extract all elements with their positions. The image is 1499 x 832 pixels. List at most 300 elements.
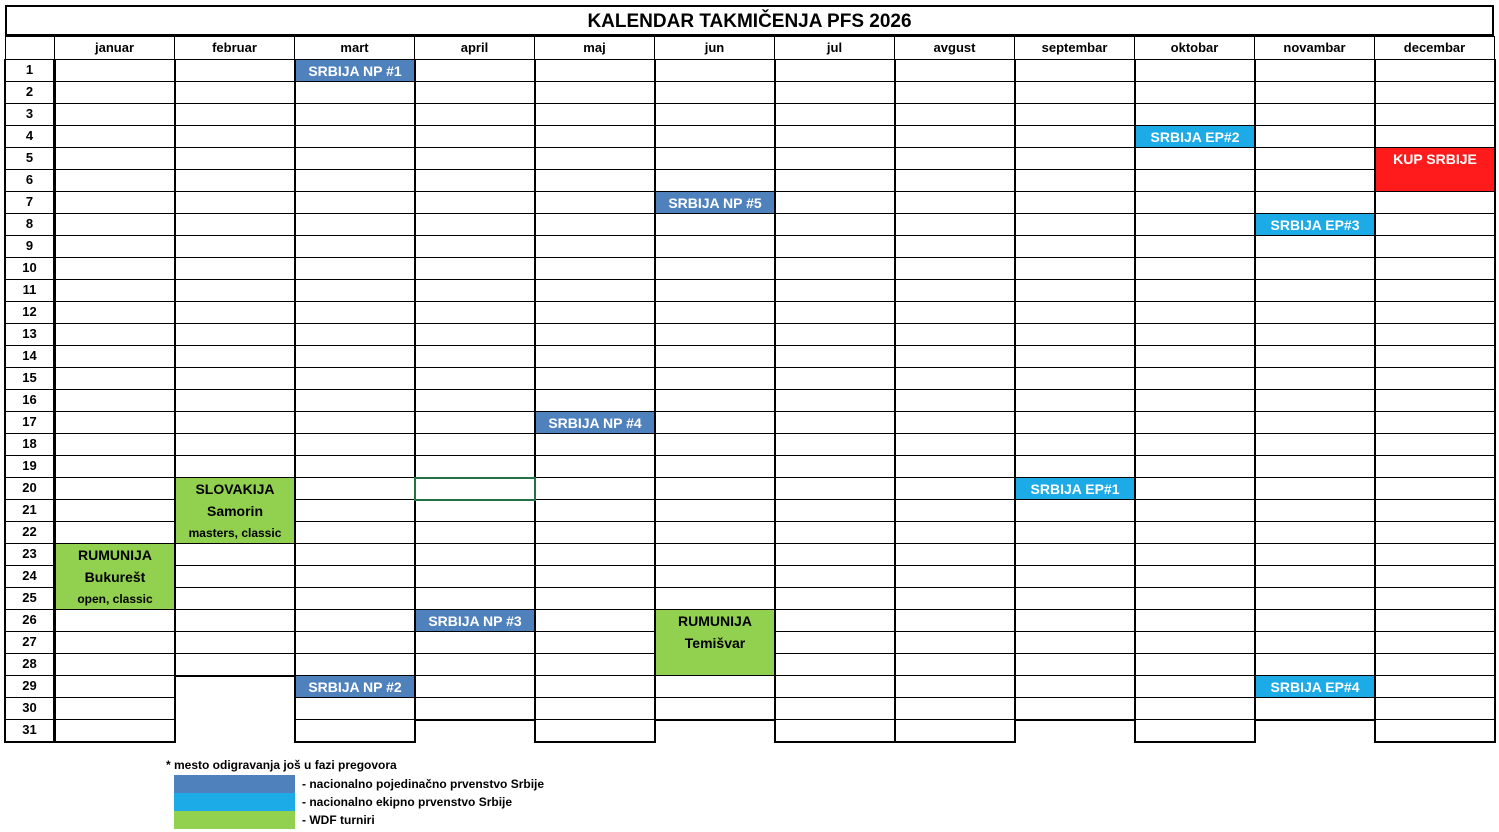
day-cell[interactable] [414, 521, 535, 544]
day-cell[interactable] [174, 235, 295, 258]
day-cell[interactable] [894, 213, 1015, 236]
day-cell[interactable] [1254, 433, 1375, 456]
day-cell[interactable] [174, 565, 295, 588]
event-np[interactable] [416, 610, 534, 631]
day-cell[interactable] [1254, 543, 1375, 566]
day-cell[interactable] [174, 213, 295, 236]
day-cell[interactable] [654, 565, 775, 588]
day-cell[interactable] [534, 103, 655, 126]
day-cell[interactable] [174, 411, 295, 434]
day-cell[interactable] [294, 389, 415, 412]
day-cell[interactable] [294, 455, 415, 478]
day-cell[interactable] [534, 609, 655, 632]
day-cell[interactable] [774, 565, 895, 588]
day-cell[interactable] [1254, 631, 1375, 654]
day-cell[interactable] [1254, 653, 1375, 676]
day-cell[interactable] [774, 125, 895, 148]
day-cell[interactable] [1134, 59, 1255, 82]
day-cell[interactable] [54, 147, 175, 170]
day-cell[interactable] [294, 213, 415, 236]
event-ep[interactable] [1136, 126, 1254, 147]
day-cell[interactable] [414, 169, 535, 192]
day-cell[interactable] [1254, 697, 1375, 720]
day-cell[interactable] [294, 323, 415, 346]
day-cell[interactable] [1254, 389, 1375, 412]
day-cell[interactable] [1014, 235, 1135, 258]
day-cell[interactable] [1254, 565, 1375, 588]
day-cell[interactable] [1014, 653, 1135, 676]
day-cell[interactable] [1254, 345, 1375, 368]
day-cell[interactable] [294, 147, 415, 170]
day-cell[interactable] [414, 125, 535, 148]
day-cell[interactable] [54, 631, 175, 654]
day-cell[interactable] [54, 477, 175, 500]
day-cell[interactable] [174, 587, 295, 610]
day-cell[interactable] [1014, 411, 1135, 434]
day-cell[interactable] [174, 433, 295, 456]
day-cell[interactable] [54, 697, 175, 720]
day-cell[interactable] [1134, 631, 1255, 654]
day-cell[interactable] [654, 323, 775, 346]
day-cell[interactable] [1374, 433, 1495, 456]
day-cell[interactable] [534, 653, 655, 676]
event-np[interactable] [656, 192, 774, 213]
day-cell[interactable] [1134, 543, 1255, 566]
day-cell[interactable] [414, 411, 535, 434]
day-cell[interactable] [534, 147, 655, 170]
day-cell[interactable] [414, 235, 535, 258]
day-cell[interactable] [774, 609, 895, 632]
day-cell[interactable] [414, 323, 535, 346]
day-cell[interactable] [1014, 257, 1135, 280]
day-cell[interactable] [774, 323, 895, 346]
day-cell[interactable] [1134, 719, 1255, 742]
day-cell[interactable] [774, 631, 895, 654]
day-cell[interactable] [1014, 279, 1135, 302]
day-cell[interactable] [1134, 653, 1255, 676]
day-cell[interactable] [294, 345, 415, 368]
day-cell[interactable] [1254, 411, 1375, 434]
day-cell[interactable] [414, 433, 535, 456]
day-cell[interactable] [534, 543, 655, 566]
day-cell[interactable] [294, 565, 415, 588]
day-cell[interactable] [1254, 367, 1375, 390]
day-cell[interactable] [294, 521, 415, 544]
day-cell[interactable] [1254, 235, 1375, 258]
day-cell[interactable] [294, 191, 415, 214]
day-cell[interactable] [894, 433, 1015, 456]
day-cell[interactable] [654, 235, 775, 258]
day-cell[interactable] [1134, 81, 1255, 104]
day-cell[interactable] [54, 521, 175, 544]
day-cell[interactable] [654, 543, 775, 566]
day-cell[interactable] [1254, 257, 1375, 280]
day-cell[interactable] [1134, 103, 1255, 126]
day-cell[interactable] [1374, 543, 1495, 566]
day-cell[interactable] [54, 169, 175, 192]
day-cell[interactable] [174, 543, 295, 566]
day-cell[interactable] [1014, 587, 1135, 610]
day-cell[interactable] [294, 697, 415, 720]
day-cell[interactable] [1134, 235, 1255, 258]
event-ep[interactable] [1016, 478, 1134, 499]
day-cell[interactable] [774, 81, 895, 104]
day-cell[interactable] [534, 279, 655, 302]
day-cell[interactable] [894, 147, 1015, 170]
day-cell[interactable] [174, 367, 295, 390]
day-cell[interactable] [1014, 675, 1135, 698]
day-cell[interactable] [414, 653, 535, 676]
day-cell[interactable] [1374, 477, 1495, 500]
day-cell[interactable] [1014, 521, 1135, 544]
day-cell[interactable] [1374, 653, 1495, 676]
day-cell[interactable] [1134, 411, 1255, 434]
day-cell[interactable] [894, 367, 1015, 390]
day-cell[interactable] [1134, 257, 1255, 280]
day-cell[interactable] [1134, 455, 1255, 478]
day-cell[interactable] [1014, 565, 1135, 588]
day-cell[interactable] [1374, 631, 1495, 654]
event-np[interactable] [296, 60, 414, 81]
day-cell[interactable] [1134, 587, 1255, 610]
day-cell[interactable] [894, 59, 1015, 82]
day-cell[interactable] [1014, 389, 1135, 412]
day-cell[interactable] [294, 103, 415, 126]
day-cell[interactable] [1014, 59, 1135, 82]
day-cell[interactable] [414, 389, 535, 412]
day-cell[interactable] [54, 455, 175, 478]
day-cell[interactable] [774, 499, 895, 522]
day-cell[interactable] [774, 433, 895, 456]
day-cell[interactable] [294, 411, 415, 434]
day-cell[interactable] [54, 411, 175, 434]
day-cell[interactable] [54, 191, 175, 214]
day-cell[interactable] [1254, 609, 1375, 632]
day-cell[interactable] [54, 675, 175, 698]
day-cell[interactable] [1014, 301, 1135, 324]
day-cell[interactable] [174, 257, 295, 280]
day-cell[interactable] [1374, 345, 1495, 368]
day-cell[interactable] [1254, 59, 1375, 82]
day-cell[interactable] [1254, 587, 1375, 610]
day-cell[interactable] [894, 499, 1015, 522]
day-cell[interactable] [894, 719, 1015, 742]
day-cell[interactable] [1254, 323, 1375, 346]
day-cell[interactable] [414, 455, 535, 478]
day-cell[interactable] [1374, 103, 1495, 126]
day-cell[interactable] [654, 103, 775, 126]
day-cell[interactable] [54, 323, 175, 346]
day-cell[interactable] [1254, 521, 1375, 544]
day-cell[interactable] [894, 631, 1015, 654]
day-cell[interactable] [1374, 455, 1495, 478]
day-cell[interactable] [654, 411, 775, 434]
day-cell[interactable] [174, 103, 295, 126]
day-cell[interactable] [1014, 103, 1135, 126]
day-cell[interactable] [894, 609, 1015, 632]
day-cell[interactable] [774, 411, 895, 434]
day-cell[interactable] [894, 191, 1015, 214]
day-cell[interactable] [534, 125, 655, 148]
day-cell[interactable] [294, 609, 415, 632]
day-cell[interactable] [294, 631, 415, 654]
day-cell[interactable] [654, 213, 775, 236]
day-cell[interactable] [654, 81, 775, 104]
day-cell[interactable] [1374, 499, 1495, 522]
day-cell[interactable] [894, 565, 1015, 588]
day-cell[interactable] [1374, 81, 1495, 104]
day-cell[interactable] [1254, 81, 1375, 104]
day-cell[interactable] [1134, 213, 1255, 236]
day-cell[interactable] [774, 719, 895, 742]
day-cell[interactable] [894, 125, 1015, 148]
day-cell[interactable] [414, 191, 535, 214]
day-cell[interactable] [414, 59, 535, 82]
day-cell[interactable] [174, 609, 295, 632]
day-cell[interactable] [534, 59, 655, 82]
day-cell[interactable] [774, 169, 895, 192]
day-cell[interactable] [1134, 389, 1255, 412]
day-cell[interactable] [1254, 125, 1375, 148]
day-cell[interactable] [534, 631, 655, 654]
day-cell[interactable] [1014, 323, 1135, 346]
day-cell[interactable] [654, 301, 775, 324]
event-wdf[interactable] [656, 610, 774, 675]
day-cell[interactable] [294, 653, 415, 676]
day-cell[interactable] [1134, 169, 1255, 192]
day-cell[interactable] [1374, 411, 1495, 434]
day-cell[interactable] [654, 433, 775, 456]
day-cell[interactable] [534, 323, 655, 346]
day-cell[interactable] [1254, 147, 1375, 170]
day-cell[interactable] [894, 697, 1015, 720]
day-cell[interactable] [534, 81, 655, 104]
day-cell[interactable] [534, 389, 655, 412]
day-cell[interactable] [654, 697, 775, 720]
day-cell[interactable] [1014, 499, 1135, 522]
day-cell[interactable] [1014, 147, 1135, 170]
day-cell[interactable] [54, 609, 175, 632]
day-cell[interactable] [294, 587, 415, 610]
day-cell[interactable] [1374, 367, 1495, 390]
day-cell[interactable] [774, 389, 895, 412]
day-cell[interactable] [774, 477, 895, 500]
day-cell[interactable] [1374, 521, 1495, 544]
day-cell[interactable] [1374, 213, 1495, 236]
day-cell[interactable] [174, 81, 295, 104]
day-cell[interactable] [54, 367, 175, 390]
day-cell[interactable] [534, 213, 655, 236]
day-cell[interactable] [654, 367, 775, 390]
day-cell[interactable] [1134, 279, 1255, 302]
day-cell[interactable] [1254, 279, 1375, 302]
day-cell[interactable] [534, 169, 655, 192]
day-cell[interactable] [54, 125, 175, 148]
day-cell[interactable] [534, 521, 655, 544]
day-cell[interactable] [1374, 59, 1495, 82]
day-cell[interactable] [1014, 169, 1135, 192]
day-cell[interactable] [1254, 477, 1375, 500]
selected-cell[interactable] [414, 477, 536, 501]
day-cell[interactable] [414, 213, 535, 236]
day-cell[interactable] [894, 521, 1015, 544]
day-cell[interactable] [174, 169, 295, 192]
day-cell[interactable] [174, 389, 295, 412]
day-cell[interactable] [894, 103, 1015, 126]
event-np[interactable] [536, 412, 654, 433]
day-cell[interactable] [894, 279, 1015, 302]
day-cell[interactable] [894, 477, 1015, 500]
day-cell[interactable] [1374, 587, 1495, 610]
day-cell[interactable] [54, 279, 175, 302]
day-cell[interactable] [54, 81, 175, 104]
day-cell[interactable] [294, 477, 415, 500]
day-cell[interactable] [894, 323, 1015, 346]
day-cell[interactable] [1134, 609, 1255, 632]
day-cell[interactable] [414, 587, 535, 610]
day-cell[interactable] [774, 521, 895, 544]
day-cell[interactable] [1254, 301, 1375, 324]
day-cell[interactable] [774, 697, 895, 720]
day-cell[interactable] [414, 345, 535, 368]
day-cell[interactable] [294, 235, 415, 258]
day-cell[interactable] [1374, 125, 1495, 148]
day-cell[interactable] [54, 499, 175, 522]
day-cell[interactable] [654, 257, 775, 280]
day-cell[interactable] [1254, 499, 1375, 522]
day-cell[interactable] [534, 675, 655, 698]
day-cell[interactable] [54, 719, 175, 742]
day-cell[interactable] [174, 125, 295, 148]
day-cell[interactable] [414, 81, 535, 104]
day-cell[interactable] [894, 455, 1015, 478]
day-cell[interactable] [414, 367, 535, 390]
day-cell[interactable] [1134, 521, 1255, 544]
day-cell[interactable] [654, 147, 775, 170]
day-cell[interactable] [1374, 279, 1495, 302]
day-cell[interactable] [774, 257, 895, 280]
day-cell[interactable] [894, 169, 1015, 192]
day-cell[interactable] [294, 499, 415, 522]
day-cell[interactable] [894, 675, 1015, 698]
day-cell[interactable] [1134, 675, 1255, 698]
day-cell[interactable] [1134, 433, 1255, 456]
day-cell[interactable] [774, 147, 895, 170]
day-cell[interactable] [774, 279, 895, 302]
day-cell[interactable] [774, 235, 895, 258]
day-cell[interactable] [1374, 675, 1495, 698]
day-cell[interactable] [534, 499, 655, 522]
day-cell[interactable] [294, 81, 415, 104]
day-cell[interactable] [174, 59, 295, 82]
day-cell[interactable] [54, 257, 175, 280]
day-cell[interactable] [654, 521, 775, 544]
event-wdf[interactable] [176, 478, 294, 543]
day-cell[interactable] [1374, 719, 1495, 742]
day-cell[interactable] [654, 455, 775, 478]
day-cell[interactable] [1134, 301, 1255, 324]
event-np[interactable] [296, 676, 414, 697]
event-wdf[interactable] [56, 544, 174, 609]
day-cell[interactable] [174, 279, 295, 302]
day-cell[interactable] [174, 345, 295, 368]
day-cell[interactable] [414, 103, 535, 126]
day-cell[interactable] [294, 301, 415, 324]
day-cell[interactable] [894, 411, 1015, 434]
day-cell[interactable] [654, 389, 775, 412]
day-cell[interactable] [1374, 191, 1495, 214]
day-cell[interactable] [1134, 697, 1255, 720]
day-cell[interactable] [294, 543, 415, 566]
day-cell[interactable] [774, 345, 895, 368]
day-cell[interactable] [174, 323, 295, 346]
day-cell[interactable] [654, 675, 775, 698]
day-cell[interactable] [414, 301, 535, 324]
day-cell[interactable] [414, 499, 535, 522]
day-cell[interactable] [54, 389, 175, 412]
day-cell[interactable] [534, 719, 655, 742]
day-cell[interactable] [894, 389, 1015, 412]
day-cell[interactable] [654, 59, 775, 82]
day-cell[interactable] [1374, 697, 1495, 720]
day-cell[interactable] [1134, 565, 1255, 588]
day-cell[interactable] [894, 81, 1015, 104]
day-cell[interactable] [774, 103, 895, 126]
day-cell[interactable] [54, 653, 175, 676]
day-cell[interactable] [894, 345, 1015, 368]
day-cell[interactable] [534, 433, 655, 456]
day-cell[interactable] [654, 499, 775, 522]
event-ep[interactable] [1256, 214, 1374, 235]
day-cell[interactable] [1014, 125, 1135, 148]
day-cell[interactable] [1134, 147, 1255, 170]
day-cell[interactable] [1254, 169, 1375, 192]
day-cell[interactable] [1374, 257, 1495, 280]
day-cell[interactable] [774, 675, 895, 698]
day-cell[interactable] [1014, 213, 1135, 236]
day-cell[interactable] [534, 455, 655, 478]
day-cell[interactable] [54, 301, 175, 324]
day-cell[interactable] [654, 279, 775, 302]
day-cell[interactable] [1254, 455, 1375, 478]
day-cell[interactable] [1014, 697, 1135, 720]
day-cell[interactable] [174, 191, 295, 214]
day-cell[interactable] [1254, 103, 1375, 126]
day-cell[interactable] [894, 301, 1015, 324]
day-cell[interactable] [54, 235, 175, 258]
day-cell[interactable] [894, 257, 1015, 280]
day-cell[interactable] [1014, 81, 1135, 104]
day-cell[interactable] [894, 543, 1015, 566]
day-cell[interactable] [774, 455, 895, 478]
day-cell[interactable] [534, 565, 655, 588]
day-cell[interactable] [1374, 389, 1495, 412]
day-cell[interactable] [654, 169, 775, 192]
day-cell[interactable] [1014, 433, 1135, 456]
day-cell[interactable] [1014, 367, 1135, 390]
event-kup[interactable] [1376, 148, 1494, 191]
day-cell[interactable] [534, 257, 655, 280]
day-cell[interactable] [1014, 543, 1135, 566]
day-cell[interactable] [294, 125, 415, 148]
day-cell[interactable] [534, 697, 655, 720]
day-cell[interactable] [174, 631, 295, 654]
day-cell[interactable] [54, 213, 175, 236]
event-ep[interactable] [1256, 676, 1374, 697]
day-cell[interactable] [894, 587, 1015, 610]
day-cell[interactable] [654, 587, 775, 610]
day-cell[interactable] [1014, 455, 1135, 478]
